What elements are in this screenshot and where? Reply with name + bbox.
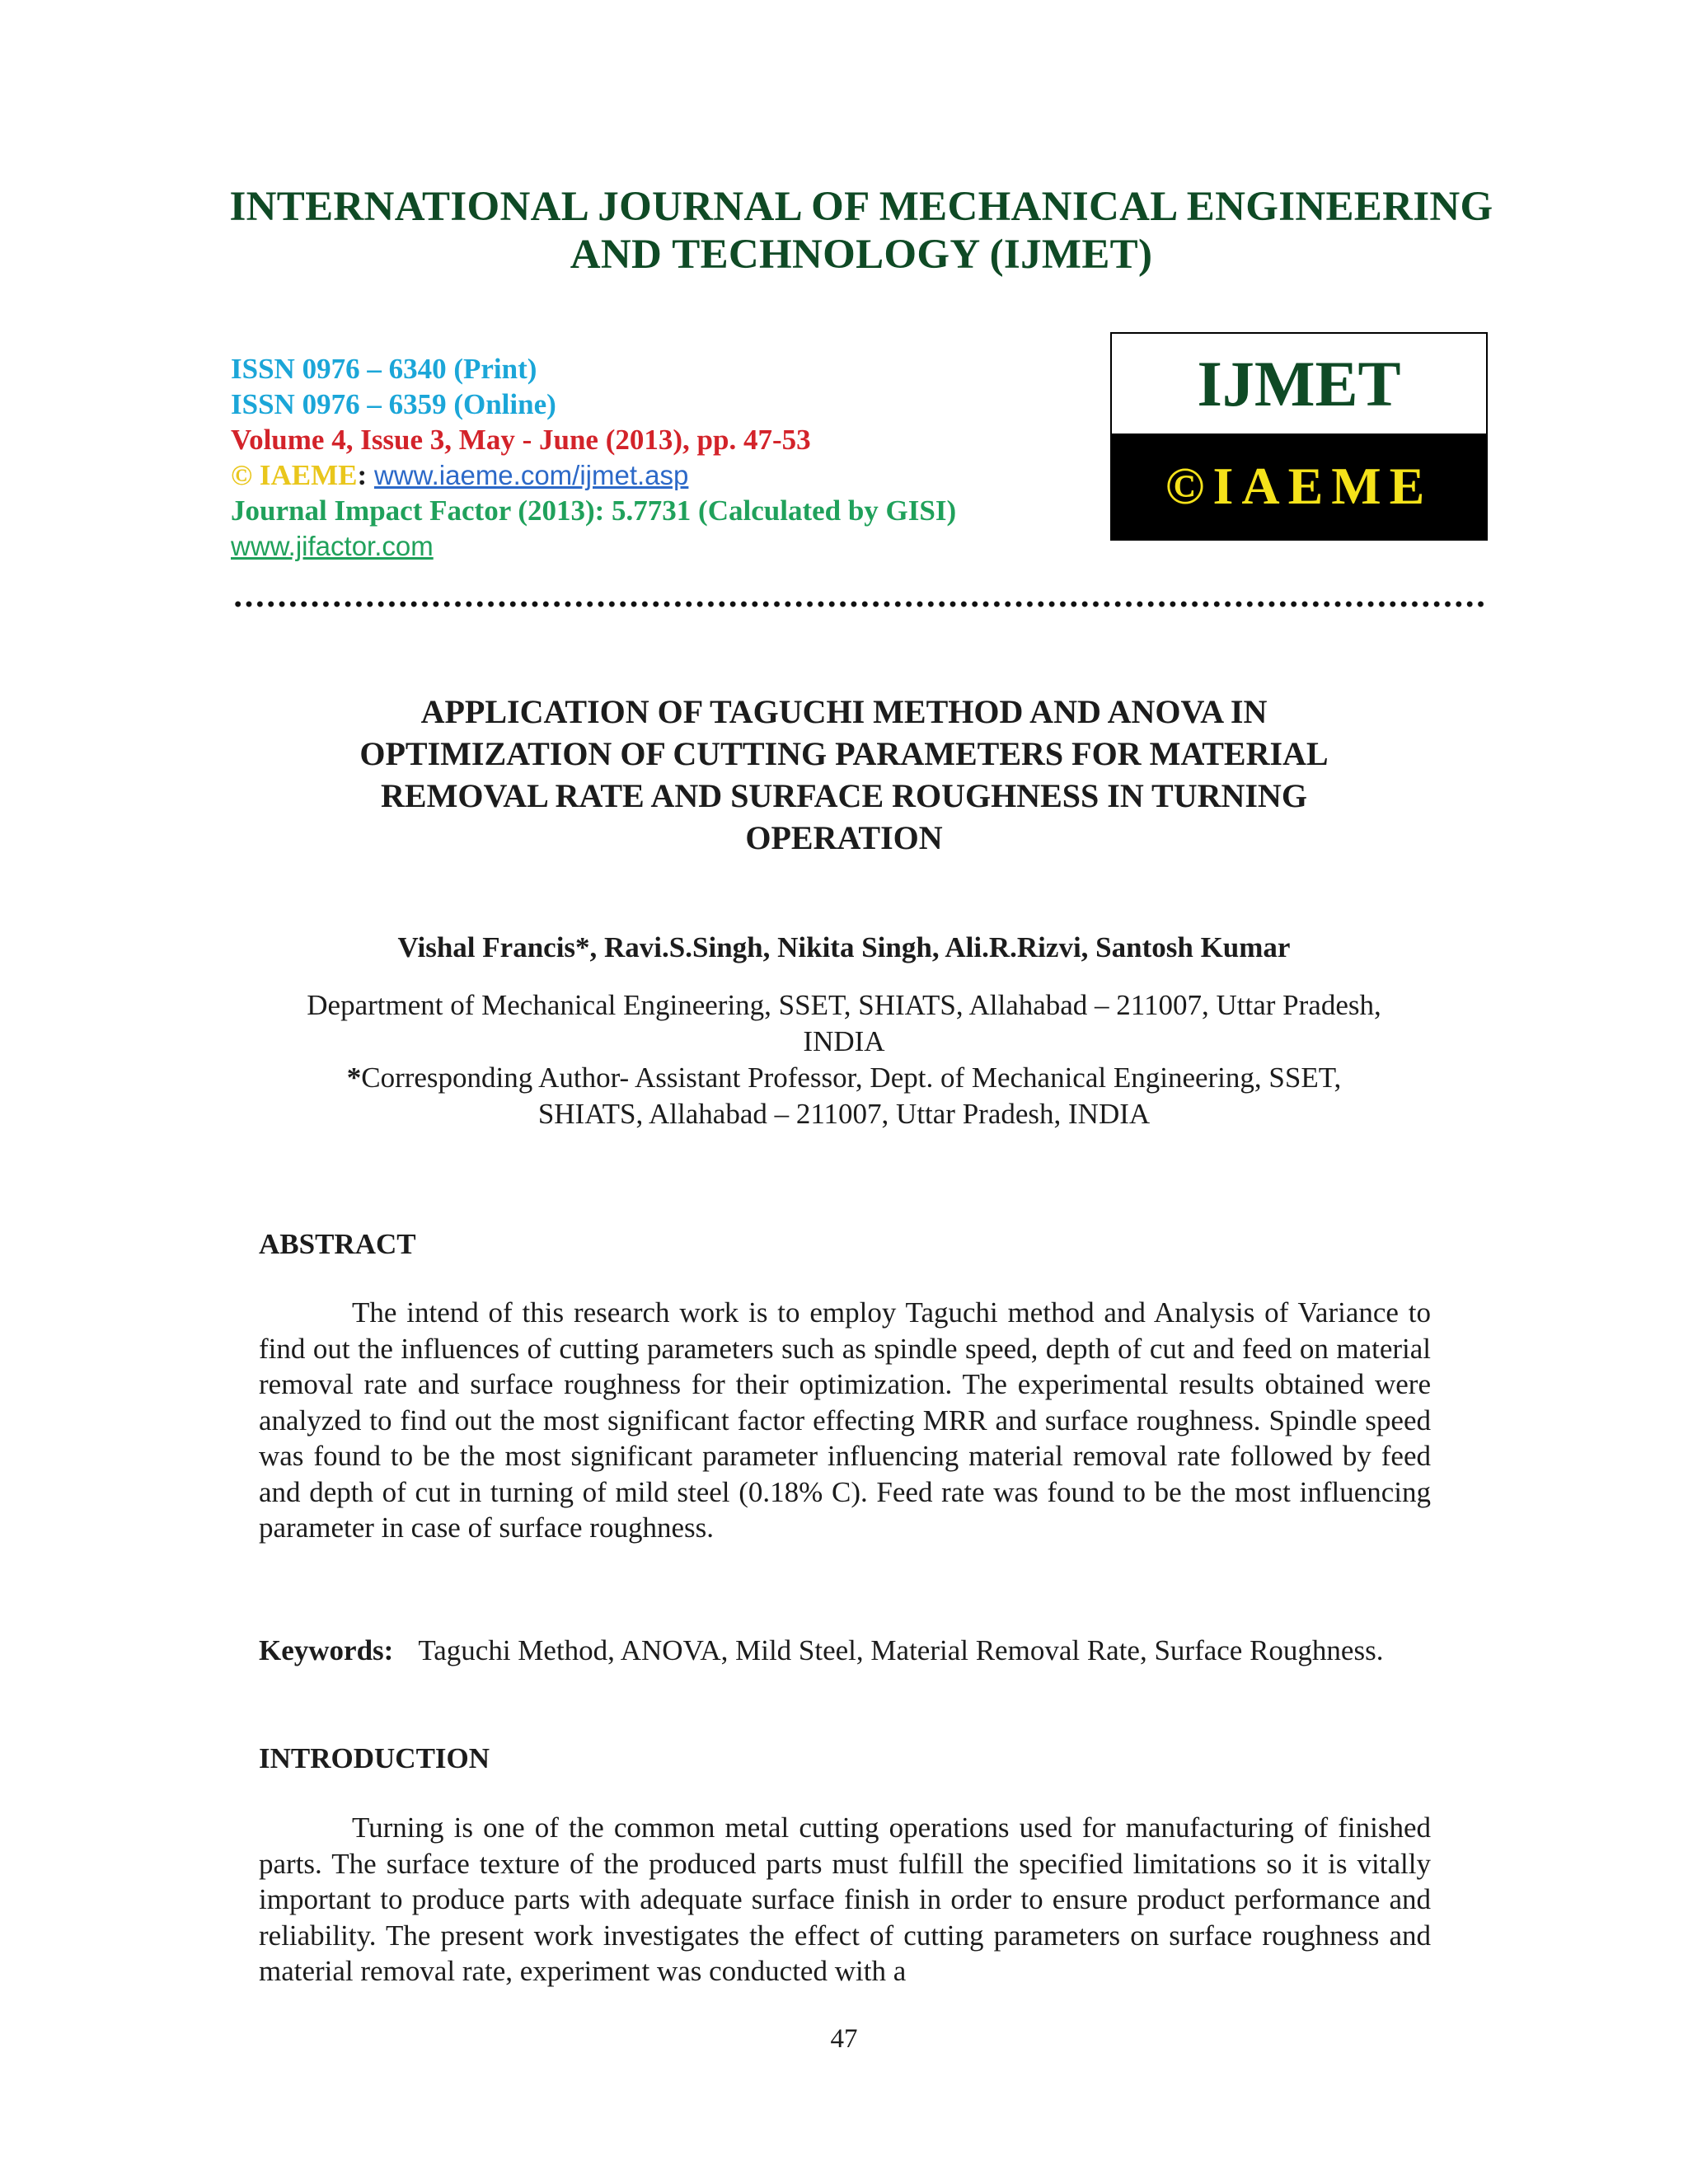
issn-online: ISSN 0976 – 6359 (Online): [231, 388, 556, 420]
corresponding-star: *: [346, 1062, 362, 1094]
corresponding-author-line: *Corresponding Author- Assistant Professor, Dept. of Mechanical Engineering, SSET,: [346, 1062, 1342, 1094]
paper-title-line: REMOVAL RATE AND SURFACE ROUGHNESS IN TURNING: [381, 777, 1307, 814]
issn-print: ISSN 0976 – 6340 (Print): [231, 353, 537, 385]
impact-factor: Journal Impact Factor (2013): 5.7731 (Calculated by GISI): [231, 494, 957, 527]
abstract-heading: ABSTRACT: [259, 1228, 416, 1260]
affiliation-line: INDIA: [803, 1025, 885, 1057]
journal-site-link[interactable]: www.iaeme.com/ijmet.asp: [373, 460, 689, 490]
paper-title-line: APPLICATION OF TAGUCHI METHOD AND ANOVA IN: [420, 693, 1268, 730]
logo-ijmet-text: IJMET: [1112, 334, 1486, 434]
introduction-heading: INTRODUCTION: [259, 1742, 490, 1774]
dotted-divider: [232, 600, 1489, 608]
journal-title-line1: INTERNATIONAL JOURNAL OF MECHANICAL ENGINEERING: [229, 184, 1493, 230]
paper-title: [239, 691, 1449, 859]
journal-title: [148, 183, 1574, 279]
paper-title-line: OPTIMIZATION OF CUTTING PARAMETERS FOR MATERIAL: [359, 735, 1329, 772]
keywords: [259, 1633, 1431, 1669]
paper-title-line: OPERATION: [745, 819, 943, 856]
colon: :: [357, 459, 368, 491]
volume-info: Volume 4, Issue 3, May - June (2013), pp. 47-53: [231, 424, 811, 456]
affiliation: [239, 987, 1449, 1132]
keywords-text: Taguchi Method, ANOVA, Mild Steel, Material Removal Rate, Surface Roughness.: [418, 1634, 1384, 1666]
journal-title-line2: AND TECHNOLOGY (IJMET): [570, 232, 1153, 278]
publisher-line: [231, 457, 1055, 493]
affiliation-line: Department of Mechanical Engineering, SSET, SHIATS, Allahabad – 211007, Uttar Pradesh,: [307, 989, 1381, 1021]
logo-iaeme-text: ©IAEME: [1112, 434, 1486, 539]
author-list: Vishal Francis*, Ravi.S.Singh, Nikita Singh, Ali.R.Rizvi, Santosh Kumar: [397, 931, 1291, 963]
copyright-mark: © IAEME: [231, 459, 358, 491]
abstract-text: The intend of this research work is to employ Taguchi method and Analysis of Variance to find out the influences of cutting parameters such as spindle speed, depth of cut and feed on material removal rate and surface roughness for their optimization. The experimental results obtained were analyzed to find out the most significant factor effecting MRR and surface roughness. Spindle speed was found to be the most significant parameter influencing material removal rate followed by feed and depth of cut in turning of mild steel (0.18% C). Feed rate was found to be the most influencing parameter in case of surface roughness.: [259, 1296, 1431, 1544]
journal-info: [231, 351, 1055, 564]
jifactor-link[interactable]: www.jifactor.com: [231, 531, 434, 561]
ijmet-logo: [1110, 332, 1488, 541]
corresponding-author-line: SHIATS, Allahabad – 211007, Uttar Pradesh, INDIA: [537, 1098, 1151, 1130]
introduction-text: Turning is one of the common metal cutting operations used for manufacturing of finished parts. The surface texture of the produced parts must fulfill the specified limitations so it is vitally important to produce parts with adequate surface finish in order to ensure product performance and reliability. The present work investigates the effect of cutting parameters on surface roughness and material removal rate, experiment was conducted with a: [259, 1811, 1431, 1987]
page-number: 47: [830, 2024, 858, 2054]
keywords-label: Keywords:: [259, 1634, 394, 1666]
